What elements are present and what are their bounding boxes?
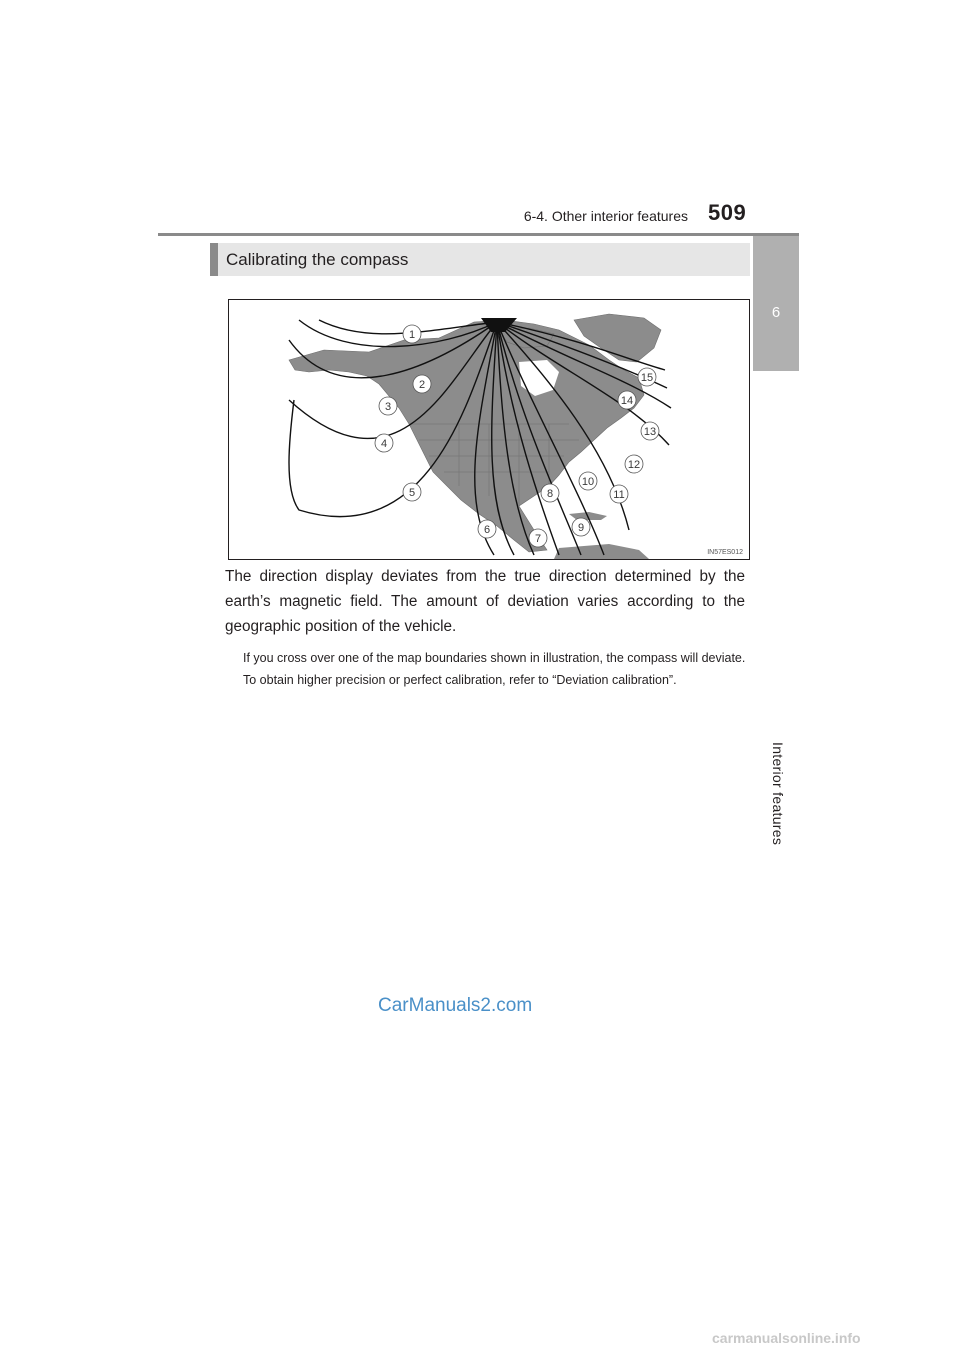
section-heading-bar [210, 243, 750, 276]
zone-label-6-text: 6 [483, 524, 491, 536]
zone-label-3-text: 3 [384, 401, 392, 413]
page-number: 509 [708, 200, 747, 225]
watermark-footer: carmanualsonline.info [712, 1330, 861, 1346]
note-2: To obtain higher precision or perfect calibration, refer to “Deviation calibration”. [243, 673, 677, 687]
zone-label-3 [379, 397, 397, 415]
zone-label-15 [638, 368, 656, 386]
zone-label-12 [625, 455, 643, 473]
note-1: If you cross over one of the map boundaries shown in illustration, the compass will deviate. [243, 651, 746, 665]
chapter-number: 6 [771, 304, 781, 321]
watermark-center: CarManuals2.com [378, 995, 533, 1016]
zone-label-1 [403, 325, 421, 343]
zone-label-2 [413, 375, 431, 393]
zone-label-11 [610, 485, 628, 503]
chapter-label: Interior features [770, 742, 786, 846]
zone-label-11-text: 11 [613, 489, 625, 501]
zone-label-14 [618, 391, 636, 409]
zone-label-10 [579, 472, 597, 490]
zone-label-4-text: 4 [380, 438, 388, 450]
zone-label-6 [478, 520, 496, 538]
section-title: Calibrating the compass [226, 250, 409, 269]
zone-label-13-text: 13 [643, 426, 657, 438]
zone-label-9 [572, 518, 590, 536]
zone-label-14-text: 14 [620, 395, 634, 407]
land-south-america-tip [554, 544, 649, 559]
zone-label-12-text: 12 [627, 459, 641, 471]
compass-zone-map-figure [228, 299, 750, 560]
header-rule [158, 233, 799, 236]
north-america-map [229, 300, 749, 559]
zone-label-10-text: 10 [581, 476, 595, 488]
body-paragraph: The direction display deviates from the true direction determined by the earth’s magnetic field. The amount of deviation varies according to the geographic position of the vehicle. [225, 568, 745, 635]
zone-label-8-text: 8 [546, 488, 554, 500]
zone-label-4 [375, 434, 393, 452]
zone-label-15-text: 15 [640, 372, 654, 384]
zone-label-7 [529, 529, 547, 547]
zone-label-5-text: 5 [408, 487, 416, 499]
zone-label-13 [641, 422, 659, 440]
zone-label-1-text: 1 [408, 329, 416, 341]
zone-label-5 [403, 483, 421, 501]
zone-label-2-text: 2 [418, 379, 426, 391]
running-header-section: 6-4. Other interior features [523, 208, 688, 224]
zone-label-7-text: 7 [534, 533, 542, 545]
figure-code: IN57ES012 [707, 549, 743, 556]
zone-label-8 [541, 484, 559, 502]
notes [243, 647, 748, 691]
zone-label-9-text: 9 [577, 522, 585, 534]
